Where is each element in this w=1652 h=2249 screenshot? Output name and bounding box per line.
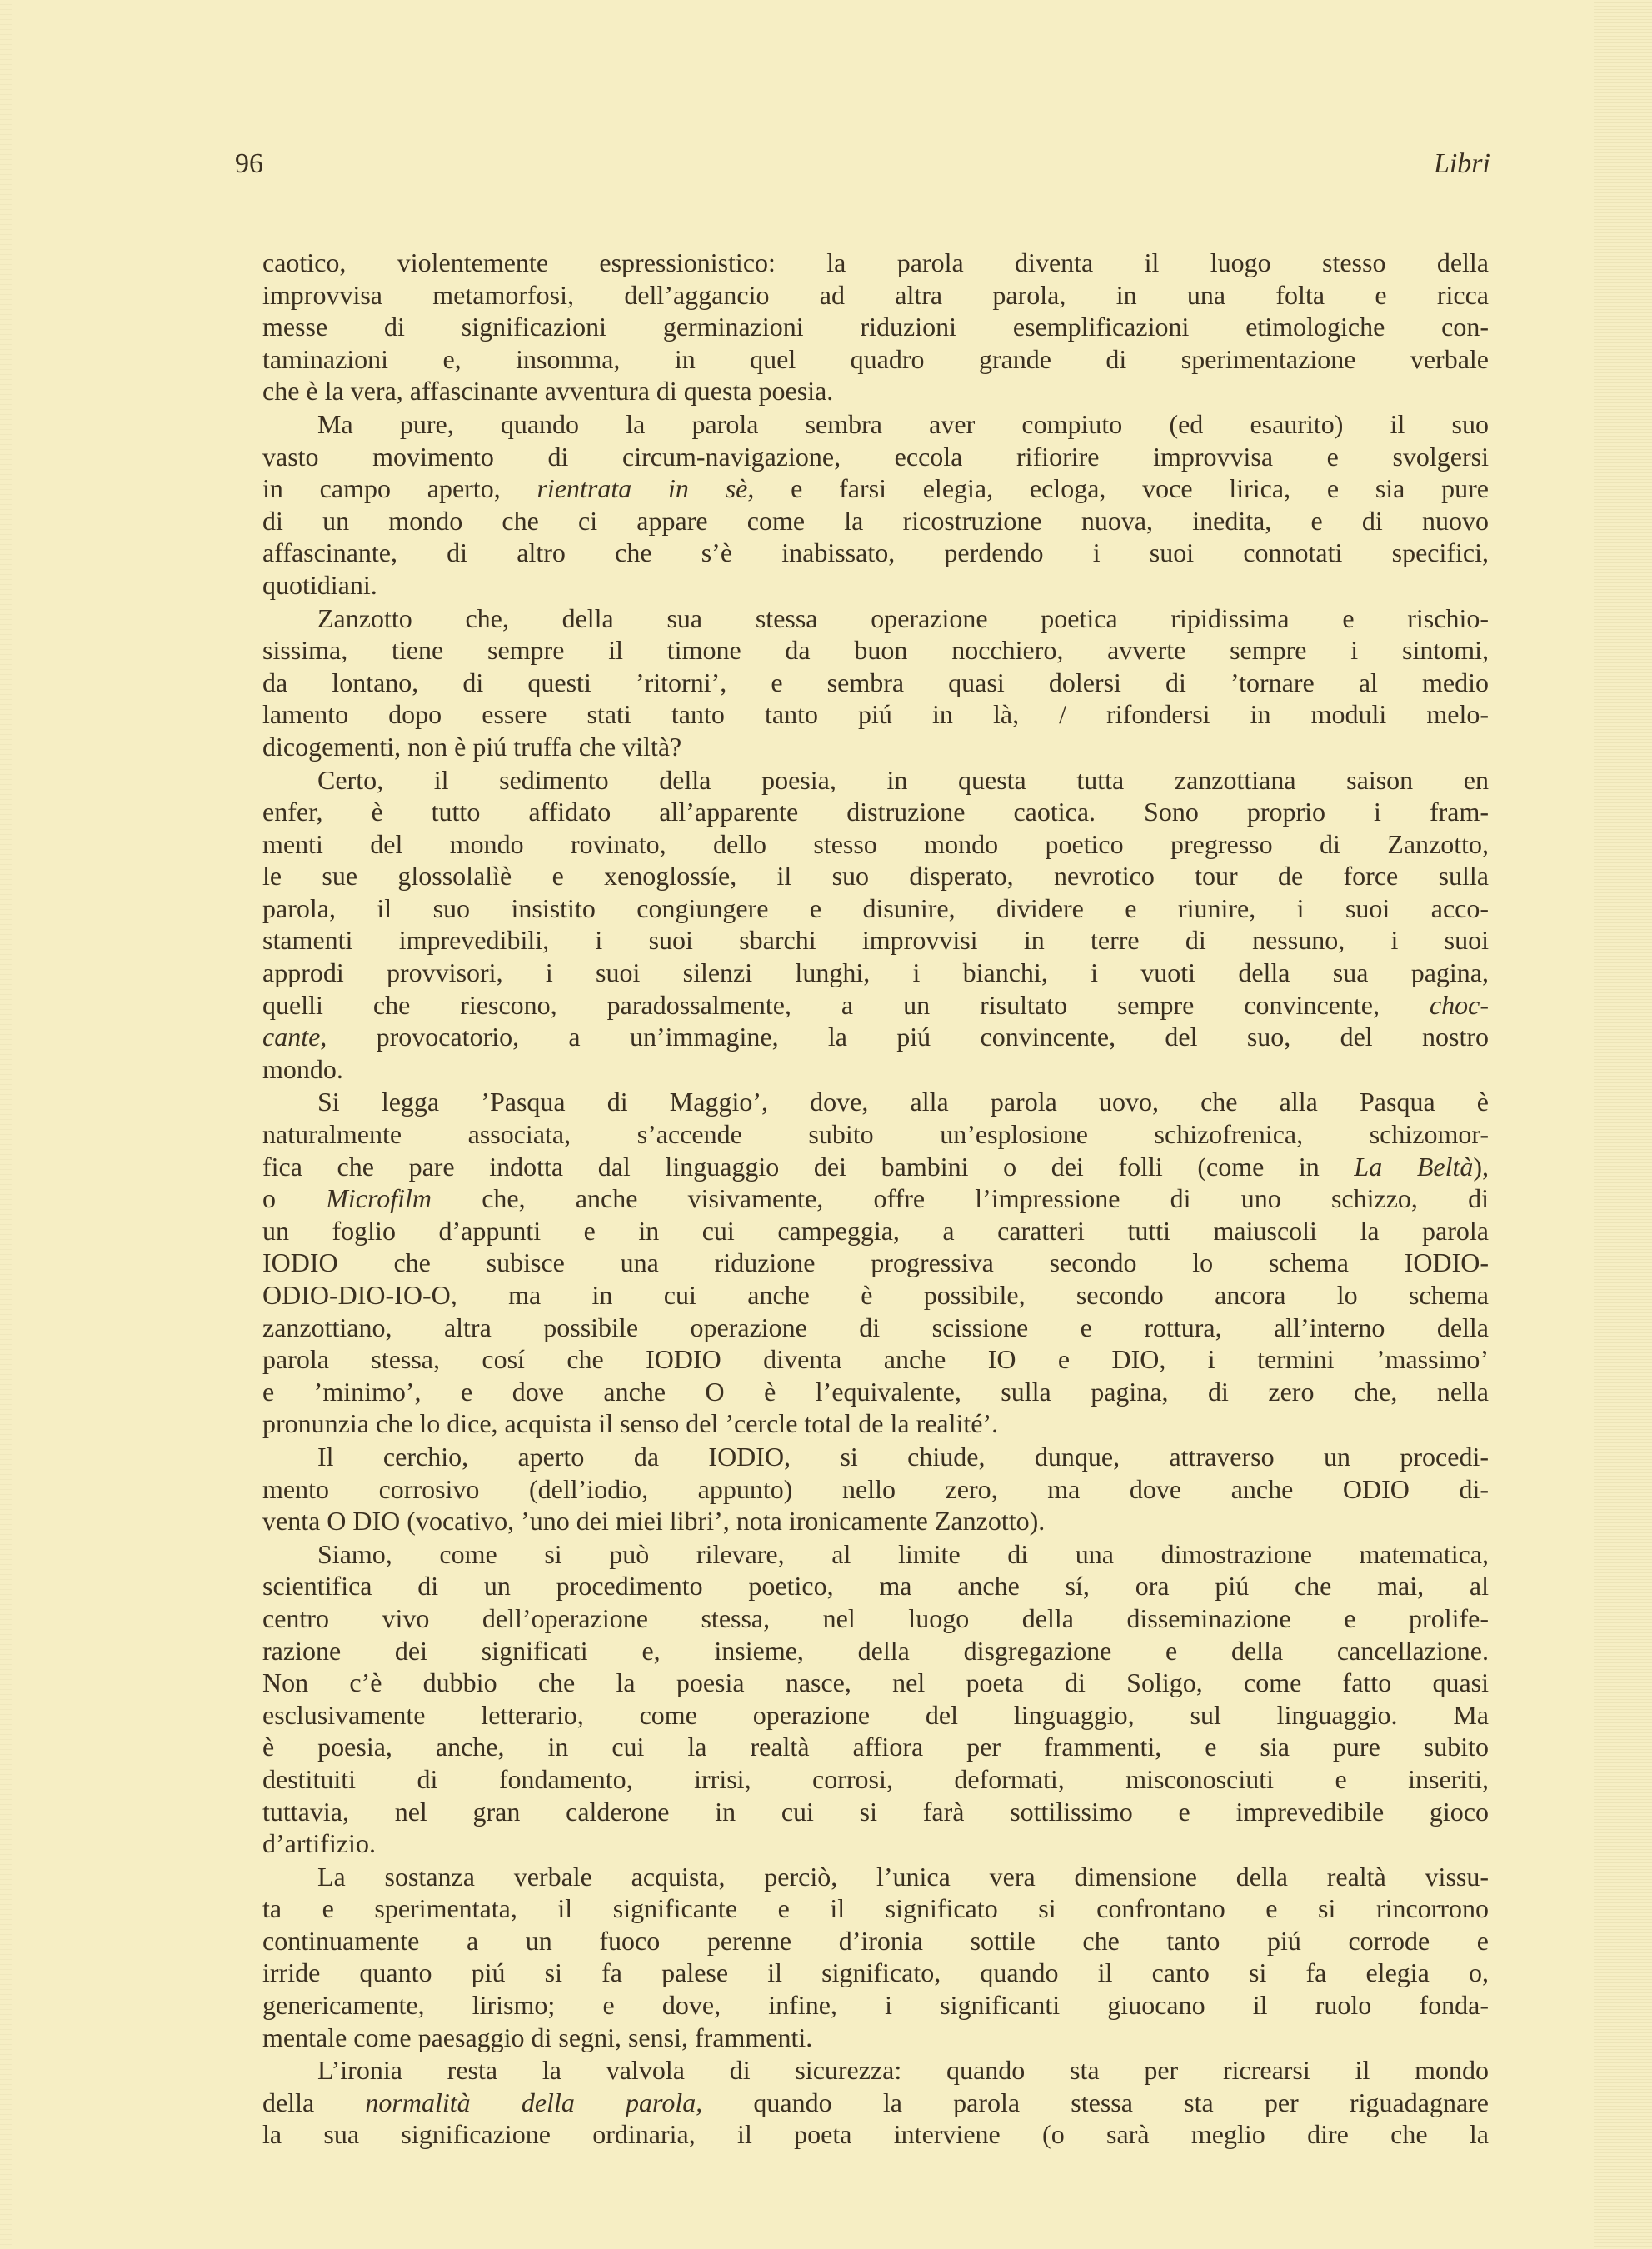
text-line: Zanzotto che, della sua stessa operazione poetica ripidissima e rischio- [317, 602, 1489, 633]
text-line: la sua significazione ordinaria, il poeta interviene (o sarà meglio dire che la [262, 2119, 1489, 2150]
text-line: le sue glossolalìè e xenoglossíe, il suo disperato, nevrotico tour de force sulla [262, 861, 1489, 892]
italic-text: rientrata in sè, [537, 473, 755, 504]
text-line [262, 1021, 1489, 1053]
text-run: e farsi elegia, ecloga, voce lirica, e sia pure [754, 473, 1490, 504]
italic-text: La Beltà [1354, 1151, 1474, 1182]
paragraph [262, 408, 1489, 602]
text-line: scientifica di un procedimento poetico, ma anche sí, ora piú che mai, al [262, 1571, 1489, 1602]
text-line: affascinante, di altro che s’è inabissato, perdendo i suoi connotati specifici, [262, 537, 1489, 568]
text-line: tuttavia, nel gran calderone in cui si farà sottilissimo e imprevedibile gioco [262, 1796, 1489, 1827]
text-line: naturalmente associata, s’accende subito un’esplosione schizofrenica, schizomor- [262, 1119, 1489, 1150]
text-line: esclusivamente letterario, come operazione del linguaggio, sul linguaggio. Ma [262, 1699, 1489, 1730]
paragraph [262, 2054, 1489, 2151]
paragraph [262, 1086, 1489, 1440]
running-title: Libri [1433, 148, 1490, 179]
text-line: continuamente a un fuoco perenne d’ironia sottile che tanto piú corrode e [262, 1925, 1489, 1956]
italic-text: normalità della parola, [365, 2087, 703, 2117]
text-line: di un mondo che ci appare come la ricostruzione nuova, inedita, e di nuovo [262, 505, 1489, 536]
text-run: quelli che riescono, paradossalmente, a un risultato sempre convincente, [262, 989, 1430, 1020]
text-line: Il cerchio, aperto da IODIO, si chiude, dunque, attraverso un procedi- [317, 1441, 1489, 1472]
text-line: genericamente, lirismo; e dove, infine, i significanti giuocano il ruolo fonda- [262, 1990, 1489, 2021]
text-line: Certo, il sedimento della poesia, in questa tutta zanzottiana saison en [317, 764, 1489, 795]
italic-text: choc- [1429, 989, 1489, 1020]
text-run: della [262, 2087, 366, 2117]
text-line: e ’minimo’, e dove anche O è l’equivalente, sulla pagina, di zero che, nella [262, 1376, 1489, 1407]
text-line [262, 472, 1489, 505]
text-line: caotico, violentemente espressionistico: la parola diventa il luogo stesso della [262, 247, 1489, 277]
text-line: menti del mondo rovinato, dello stesso mondo poetico pregresso di Zanzotto, [262, 828, 1489, 859]
text-line: approdi provvisori, i suoi silenzi lunghi, i bianchi, i vuoti della sua pagina, [262, 957, 1489, 988]
text-line: venta O DIO (vocativo, ’uno dei miei libri’, nota ironicamente Zanzotto). [262, 1506, 1046, 1537]
text-line: zanzottiano, altra possibile operazione di scissione e rottura, all’interno della [262, 1312, 1489, 1342]
text-line: ta e sperimentata, il significante e il significato si confrontano e si rincorrono [262, 1893, 1489, 1924]
italic-text: cante, [262, 1022, 327, 1052]
text-line: razione dei significati e, insieme, della disgregazione e della cancellazione. [262, 1635, 1489, 1666]
page-number: 96 [235, 148, 263, 179]
scan-edge-left [0, 0, 12, 2249]
text-line: IODIO che subisce una riduzione progressiva secondo lo schema IODIO- [262, 1247, 1489, 1278]
text-line: irride quanto piú si fa palese il significato, quando il canto si fa elegia o, [262, 1957, 1489, 1988]
text-line: d’artifizio. [262, 1828, 376, 1859]
text-line: un foglio d’appunti e in cui campeggia, a caratteri tutti maiuscoli la parola [262, 1215, 1489, 1246]
text-line: che è la vera, affascinante avventura di questa poesia. [262, 376, 834, 407]
text-line: ODIO-DIO-IO-O, ma in cui anche è possibile, secondo ancora lo schema [262, 1280, 1489, 1310]
text-line: Non c’è dubbio che la poesia nasce, nel poeta di Soligo, come fatto quasi [262, 1667, 1489, 1698]
paragraph [262, 602, 1489, 763]
text-line: enfer, è tutto affidato all’apparente distruzione caotica. Sono proprio i fram- [262, 797, 1489, 827]
text-line: mento corrosivo (dell’iodio, appunto) nello zero, ma dove anche ODIO di- [262, 1473, 1489, 1504]
text-line: mondo. [262, 1053, 343, 1084]
text-run: o [262, 1183, 327, 1214]
text-line [262, 989, 1489, 1022]
text-run: ), [1473, 1151, 1490, 1182]
text-run: che, anche visivamente, offre l’impressione di uno schizzo, di [432, 1183, 1490, 1214]
text-run: quando la parola stessa sta per riguadagnare [702, 2087, 1490, 2117]
text-line: parola stessa, cosí che IODIO diventa anche IO e DIO, i termini ’massimo’ [262, 1344, 1489, 1375]
text-line: L’ironia resta la valvola di sicurezza: quando sta per ricrearsi il mondo [317, 2055, 1489, 2086]
text-run: in campo aperto, [262, 473, 537, 504]
text-line: parola, il suo insistito congiungere e disunire, dividere e riunire, i suoi acco- [262, 892, 1489, 923]
text-run: fica che pare indotta dal linguaggio dei bambini o dei folli (come in [262, 1151, 1355, 1182]
paragraph [262, 1538, 1489, 1860]
text-line: è poesia, anche, in cui la realtà affiora per frammenti, e sia pure subito [262, 1732, 1489, 1762]
text-line: lamento dopo essere stati tanto tanto piú in là, / rifondersi in moduli melo- [262, 699, 1489, 730]
text-line [262, 2087, 1489, 2119]
paragraph [262, 1861, 1489, 2054]
text-line: Ma pure, quando la parola sembra aver compiuto (ed esaurito) il suo [317, 408, 1489, 439]
text-line [262, 1182, 1489, 1215]
text-line: improvvisa metamorfosi, dell’aggancio ad altra parola, in una folta e ricca [262, 279, 1489, 310]
text-line: stamenti imprevedibili, i suoi sbarchi improvvisi in terre di nessuno, i suoi [262, 925, 1489, 956]
body-text [262, 247, 1489, 2151]
paragraph [262, 764, 1489, 1086]
text-line: La sostanza verbale acquista, perciò, l’unica vera dimensione della realtà vissu- [317, 1861, 1489, 1892]
text-line: messe di significazioni germinazioni riduzioni esemplificazioni etimologiche con- [262, 312, 1489, 342]
text-run: provocatorio, a un’immagine, la piú convincente, del suo, del nostro [327, 1022, 1489, 1052]
text-line: sissima, tiene sempre il timone da buon nocchiero, avverte sempre i sintomi, [262, 635, 1489, 666]
text-line: pronunzia che lo dice, acquista il senso del ’cercle total de la realité’. [262, 1408, 999, 1439]
page-header [235, 148, 1490, 190]
text-line [262, 1151, 1489, 1183]
text-line: dicogementi, non è piú truffa che viltà? [262, 731, 682, 762]
text-line: da lontano, di questi ’ritorni’, e sembra quasi dolersi di ’tornare al medio [262, 667, 1489, 697]
paragraph [262, 247, 1489, 407]
text-line: taminazioni e, insomma, in quel quadro grande di sperimentazione verbale [262, 343, 1489, 374]
scan-edge-right [1594, 0, 1652, 2249]
text-line: quotidiani. [262, 569, 377, 600]
text-line: destituiti di fondamento, irrisi, corrosi, deformati, misconosciuti e inseriti, [262, 1763, 1489, 1794]
text-line: vasto movimento di circum-navigazione, eccola rifiorire improvvisa e svolgersi [262, 441, 1489, 472]
text-line: centro vivo dell’operazione stessa, nel luogo della disseminazione e prolife- [262, 1602, 1489, 1633]
text-line: mentale come paesaggio di segni, sensi, frammenti. [262, 2022, 813, 2052]
text-line: Si legga ’Pasqua di Maggio’, dove, alla parola uovo, che alla Pasqua è [317, 1087, 1489, 1117]
text-line: Siamo, come si può rilevare, al limite di una dimostrazione matematica, [317, 1538, 1489, 1569]
paragraph [262, 1441, 1489, 1537]
italic-text: Microfilm [326, 1183, 432, 1214]
